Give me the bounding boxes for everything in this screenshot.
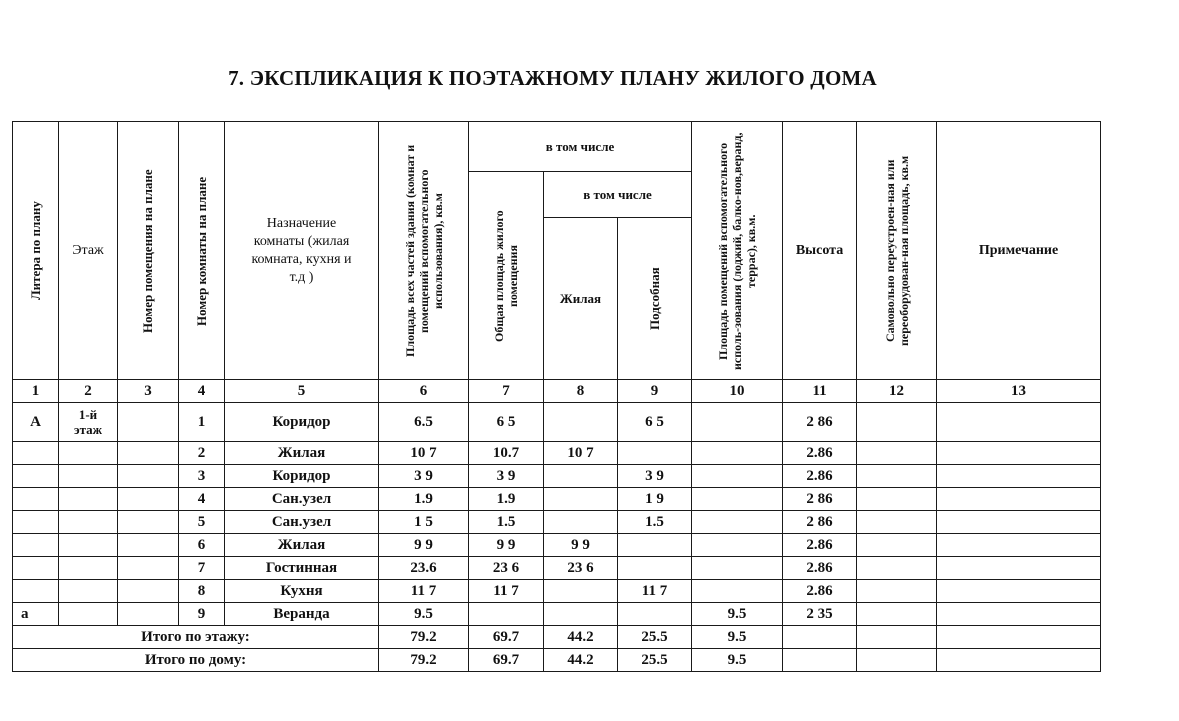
total-zhil: 44.2 bbox=[544, 649, 618, 672]
header-vysota: Высота bbox=[783, 122, 857, 380]
cell-komn: 4 bbox=[179, 488, 225, 511]
cell-komn: 8 bbox=[179, 580, 225, 603]
total-primechanie bbox=[937, 626, 1101, 649]
cell-pom bbox=[118, 511, 179, 534]
total-pl-vsekh: 79.2 bbox=[379, 626, 469, 649]
total-vspom: 9.5 bbox=[692, 626, 783, 649]
header-litera: Литера по плану bbox=[13, 122, 59, 380]
cell-komn: 9 bbox=[179, 603, 225, 626]
cell-samovolno bbox=[857, 603, 937, 626]
cell-vysota: 2.86 bbox=[783, 557, 857, 580]
cell-obshch: 23 6 bbox=[469, 557, 544, 580]
cell-primechanie bbox=[937, 511, 1101, 534]
cell-etazh bbox=[59, 580, 118, 603]
total-vysota bbox=[783, 649, 857, 672]
cell-naznachenie: Веранда bbox=[225, 603, 379, 626]
cell-obshch: 1.5 bbox=[469, 511, 544, 534]
cell-litera bbox=[13, 511, 59, 534]
cell-samovolno bbox=[857, 580, 937, 603]
cell-zhil bbox=[544, 511, 618, 534]
cell-obshch: 3 9 bbox=[469, 465, 544, 488]
header-row-1 bbox=[13, 122, 1101, 172]
cell-vysota: 2.86 bbox=[783, 580, 857, 603]
cell-zhil: 23 6 bbox=[544, 557, 618, 580]
cell-primechanie bbox=[937, 580, 1101, 603]
cell-vspom bbox=[692, 511, 783, 534]
header-v-tom-chisle: в том числе bbox=[469, 122, 692, 172]
cell-vspom bbox=[692, 403, 783, 442]
cell-etazh bbox=[59, 511, 118, 534]
total-samovolno bbox=[857, 626, 937, 649]
cell-litera bbox=[13, 442, 59, 465]
cell-komn: 2 bbox=[179, 442, 225, 465]
table-row bbox=[13, 557, 1101, 580]
total-primechanie bbox=[937, 649, 1101, 672]
cell-litera: А bbox=[13, 403, 59, 442]
header-ploshchad-vspom: Площадь помещений вспомогательного исполь-зования (лоджий, балко-нов,веранд, террас), кв.м. bbox=[692, 122, 783, 380]
cell-zhil bbox=[544, 580, 618, 603]
table-row bbox=[13, 603, 1101, 626]
cell-vysota: 2 86 bbox=[783, 488, 857, 511]
cell-podsob: 1 9 bbox=[618, 488, 692, 511]
cell-samovolno bbox=[857, 465, 937, 488]
cell-vysota: 2 35 bbox=[783, 603, 857, 626]
cell-podsob: 11 7 bbox=[618, 580, 692, 603]
total-podsob: 25.5 bbox=[618, 649, 692, 672]
cell-vspom bbox=[692, 488, 783, 511]
cell-pom bbox=[118, 580, 179, 603]
cell-primechanie bbox=[937, 465, 1101, 488]
cell-litera: а bbox=[13, 603, 59, 626]
cell-obshch: 11 7 bbox=[469, 580, 544, 603]
column-number: 10 bbox=[692, 380, 783, 403]
cell-obshch: 1.9 bbox=[469, 488, 544, 511]
cell-samovolno bbox=[857, 557, 937, 580]
header-naznachenie: Назначение комнаты (жилая комната, кухня и т.д ) bbox=[225, 122, 379, 380]
cell-samovolno bbox=[857, 442, 937, 465]
cell-etazh bbox=[59, 557, 118, 580]
cell-pom bbox=[118, 442, 179, 465]
total-vysota bbox=[783, 626, 857, 649]
cell-obshch: 9 9 bbox=[469, 534, 544, 557]
cell-vspom bbox=[692, 580, 783, 603]
cell-komn: 7 bbox=[179, 557, 225, 580]
total-obshch: 69.7 bbox=[469, 626, 544, 649]
header-ploshchad-vsekh: Площадь всех частей здания (комнат и помещений вспомогательного использования), кв.м bbox=[379, 122, 469, 380]
cell-primechanie bbox=[937, 603, 1101, 626]
header-nomer-pomeshcheniya: Номер помещения на плане bbox=[118, 122, 179, 380]
table-row bbox=[13, 442, 1101, 465]
cell-litera bbox=[13, 465, 59, 488]
cell-primechanie bbox=[937, 442, 1101, 465]
cell-etazh bbox=[59, 465, 118, 488]
cell-vspom bbox=[692, 557, 783, 580]
cell-komn: 5 bbox=[179, 511, 225, 534]
column-number: 12 bbox=[857, 380, 937, 403]
cell-pl-vsekh: 9.5 bbox=[379, 603, 469, 626]
total-row-floor bbox=[13, 626, 1101, 649]
header-nomer-komnaty: Номер комнаты на плане bbox=[179, 122, 225, 380]
cell-vspom: 9.5 bbox=[692, 603, 783, 626]
table-row bbox=[13, 403, 1101, 442]
cell-podsob bbox=[618, 603, 692, 626]
cell-zhil: 9 9 bbox=[544, 534, 618, 557]
cell-obshch: 6 5 bbox=[469, 403, 544, 442]
cell-vysota: 2.86 bbox=[783, 442, 857, 465]
cell-zhil: 10 7 bbox=[544, 442, 618, 465]
header-zhilaya: Жилая bbox=[544, 218, 618, 380]
cell-pl-vsekh: 3 9 bbox=[379, 465, 469, 488]
cell-vspom bbox=[692, 465, 783, 488]
header-podsobnaya: Подсобная bbox=[618, 218, 692, 380]
total-label: Итого по этажу: bbox=[13, 626, 379, 649]
cell-naznachenie: Сан.узел bbox=[225, 511, 379, 534]
cell-zhil bbox=[544, 403, 618, 442]
cell-zhil bbox=[544, 465, 618, 488]
header-samovolno: Самовольно переустроен-ная или переоборудован-ная площадь, кв.м bbox=[857, 122, 937, 380]
cell-primechanie bbox=[937, 557, 1101, 580]
total-row-house bbox=[13, 649, 1101, 672]
table-row bbox=[13, 580, 1101, 603]
header-v-tom-chisle-2: в том числе bbox=[544, 172, 692, 218]
cell-samovolno bbox=[857, 403, 937, 442]
cell-etazh bbox=[59, 603, 118, 626]
cell-podsob: 3 9 bbox=[618, 465, 692, 488]
cell-podsob: 6 5 bbox=[618, 403, 692, 442]
cell-samovolno bbox=[857, 534, 937, 557]
cell-litera bbox=[13, 488, 59, 511]
cell-podsob bbox=[618, 557, 692, 580]
total-label: Итого по дому: bbox=[13, 649, 379, 672]
cell-pom bbox=[118, 557, 179, 580]
cell-litera bbox=[13, 557, 59, 580]
cell-pl-vsekh: 11 7 bbox=[379, 580, 469, 603]
cell-obshch: 10.7 bbox=[469, 442, 544, 465]
cell-pom bbox=[118, 488, 179, 511]
table-row bbox=[13, 488, 1101, 511]
column-number: 5 bbox=[225, 380, 379, 403]
table-row bbox=[13, 465, 1101, 488]
document-title: 7. ЭКСПЛИКАЦИЯ К ПОЭТАЖНОМУ ПЛАНУ ЖИЛОГО ДОМА bbox=[228, 66, 877, 90]
cell-pl-vsekh: 1.9 bbox=[379, 488, 469, 511]
cell-komn: 6 bbox=[179, 534, 225, 557]
table-row bbox=[13, 534, 1101, 557]
cell-podsob: 1.5 bbox=[618, 511, 692, 534]
cell-naznachenie: Коридор bbox=[225, 403, 379, 442]
total-pl-vsekh: 79.2 bbox=[379, 649, 469, 672]
cell-naznachenie: Сан.узел bbox=[225, 488, 379, 511]
cell-pom bbox=[118, 603, 179, 626]
column-number: 4 bbox=[179, 380, 225, 403]
cell-komn: 1 bbox=[179, 403, 225, 442]
cell-litera bbox=[13, 534, 59, 557]
column-number: 3 bbox=[118, 380, 179, 403]
cell-litera bbox=[13, 580, 59, 603]
cell-pom bbox=[118, 534, 179, 557]
cell-naznachenie: Коридор bbox=[225, 465, 379, 488]
cell-vysota: 2 86 bbox=[783, 403, 857, 442]
column-number: 7 bbox=[469, 380, 544, 403]
cell-etazh: 1-й этаж bbox=[59, 403, 118, 442]
cell-etazh bbox=[59, 534, 118, 557]
column-numbers-row bbox=[13, 380, 1101, 403]
cell-samovolno bbox=[857, 488, 937, 511]
cell-etazh bbox=[59, 488, 118, 511]
total-obshch: 69.7 bbox=[469, 649, 544, 672]
cell-pom bbox=[118, 465, 179, 488]
cell-podsob bbox=[618, 534, 692, 557]
column-number: 6 bbox=[379, 380, 469, 403]
table-row bbox=[13, 511, 1101, 534]
cell-vysota: 2 86 bbox=[783, 511, 857, 534]
total-podsob: 25.5 bbox=[618, 626, 692, 649]
cell-komn: 3 bbox=[179, 465, 225, 488]
cell-vspom bbox=[692, 442, 783, 465]
cell-primechanie bbox=[937, 488, 1101, 511]
cell-naznachenie: Жилая bbox=[225, 534, 379, 557]
cell-naznachenie: Гостинная bbox=[225, 557, 379, 580]
cell-pl-vsekh: 6.5 bbox=[379, 403, 469, 442]
header-etazh: Этаж bbox=[59, 122, 118, 380]
cell-naznachenie: Кухня bbox=[225, 580, 379, 603]
column-number: 11 bbox=[783, 380, 857, 403]
cell-naznachenie: Жилая bbox=[225, 442, 379, 465]
cell-obshch bbox=[469, 603, 544, 626]
cell-primechanie bbox=[937, 534, 1101, 557]
total-zhil: 44.2 bbox=[544, 626, 618, 649]
cell-zhil bbox=[544, 488, 618, 511]
column-number: 2 bbox=[59, 380, 118, 403]
total-vspom: 9.5 bbox=[692, 649, 783, 672]
cell-etazh bbox=[59, 442, 118, 465]
cell-pom bbox=[118, 403, 179, 442]
cell-pl-vsekh: 9 9 bbox=[379, 534, 469, 557]
column-number: 13 bbox=[937, 380, 1101, 403]
cell-vspom bbox=[692, 534, 783, 557]
cell-pl-vsekh: 1 5 bbox=[379, 511, 469, 534]
cell-pl-vsekh: 23.6 bbox=[379, 557, 469, 580]
cell-vysota: 2.86 bbox=[783, 465, 857, 488]
column-number: 8 bbox=[544, 380, 618, 403]
header-primechanie: Примечание bbox=[937, 122, 1101, 380]
header-obshchaya-ploshchad: Общая площадь жилого помещения bbox=[469, 172, 544, 380]
cell-pl-vsekh: 10 7 bbox=[379, 442, 469, 465]
total-samovolno bbox=[857, 649, 937, 672]
column-number: 9 bbox=[618, 380, 692, 403]
explication-table bbox=[12, 121, 1101, 672]
cell-primechanie bbox=[937, 403, 1101, 442]
cell-vysota: 2.86 bbox=[783, 534, 857, 557]
cell-zhil bbox=[544, 603, 618, 626]
column-number: 1 bbox=[13, 380, 59, 403]
cell-podsob bbox=[618, 442, 692, 465]
cell-samovolno bbox=[857, 511, 937, 534]
